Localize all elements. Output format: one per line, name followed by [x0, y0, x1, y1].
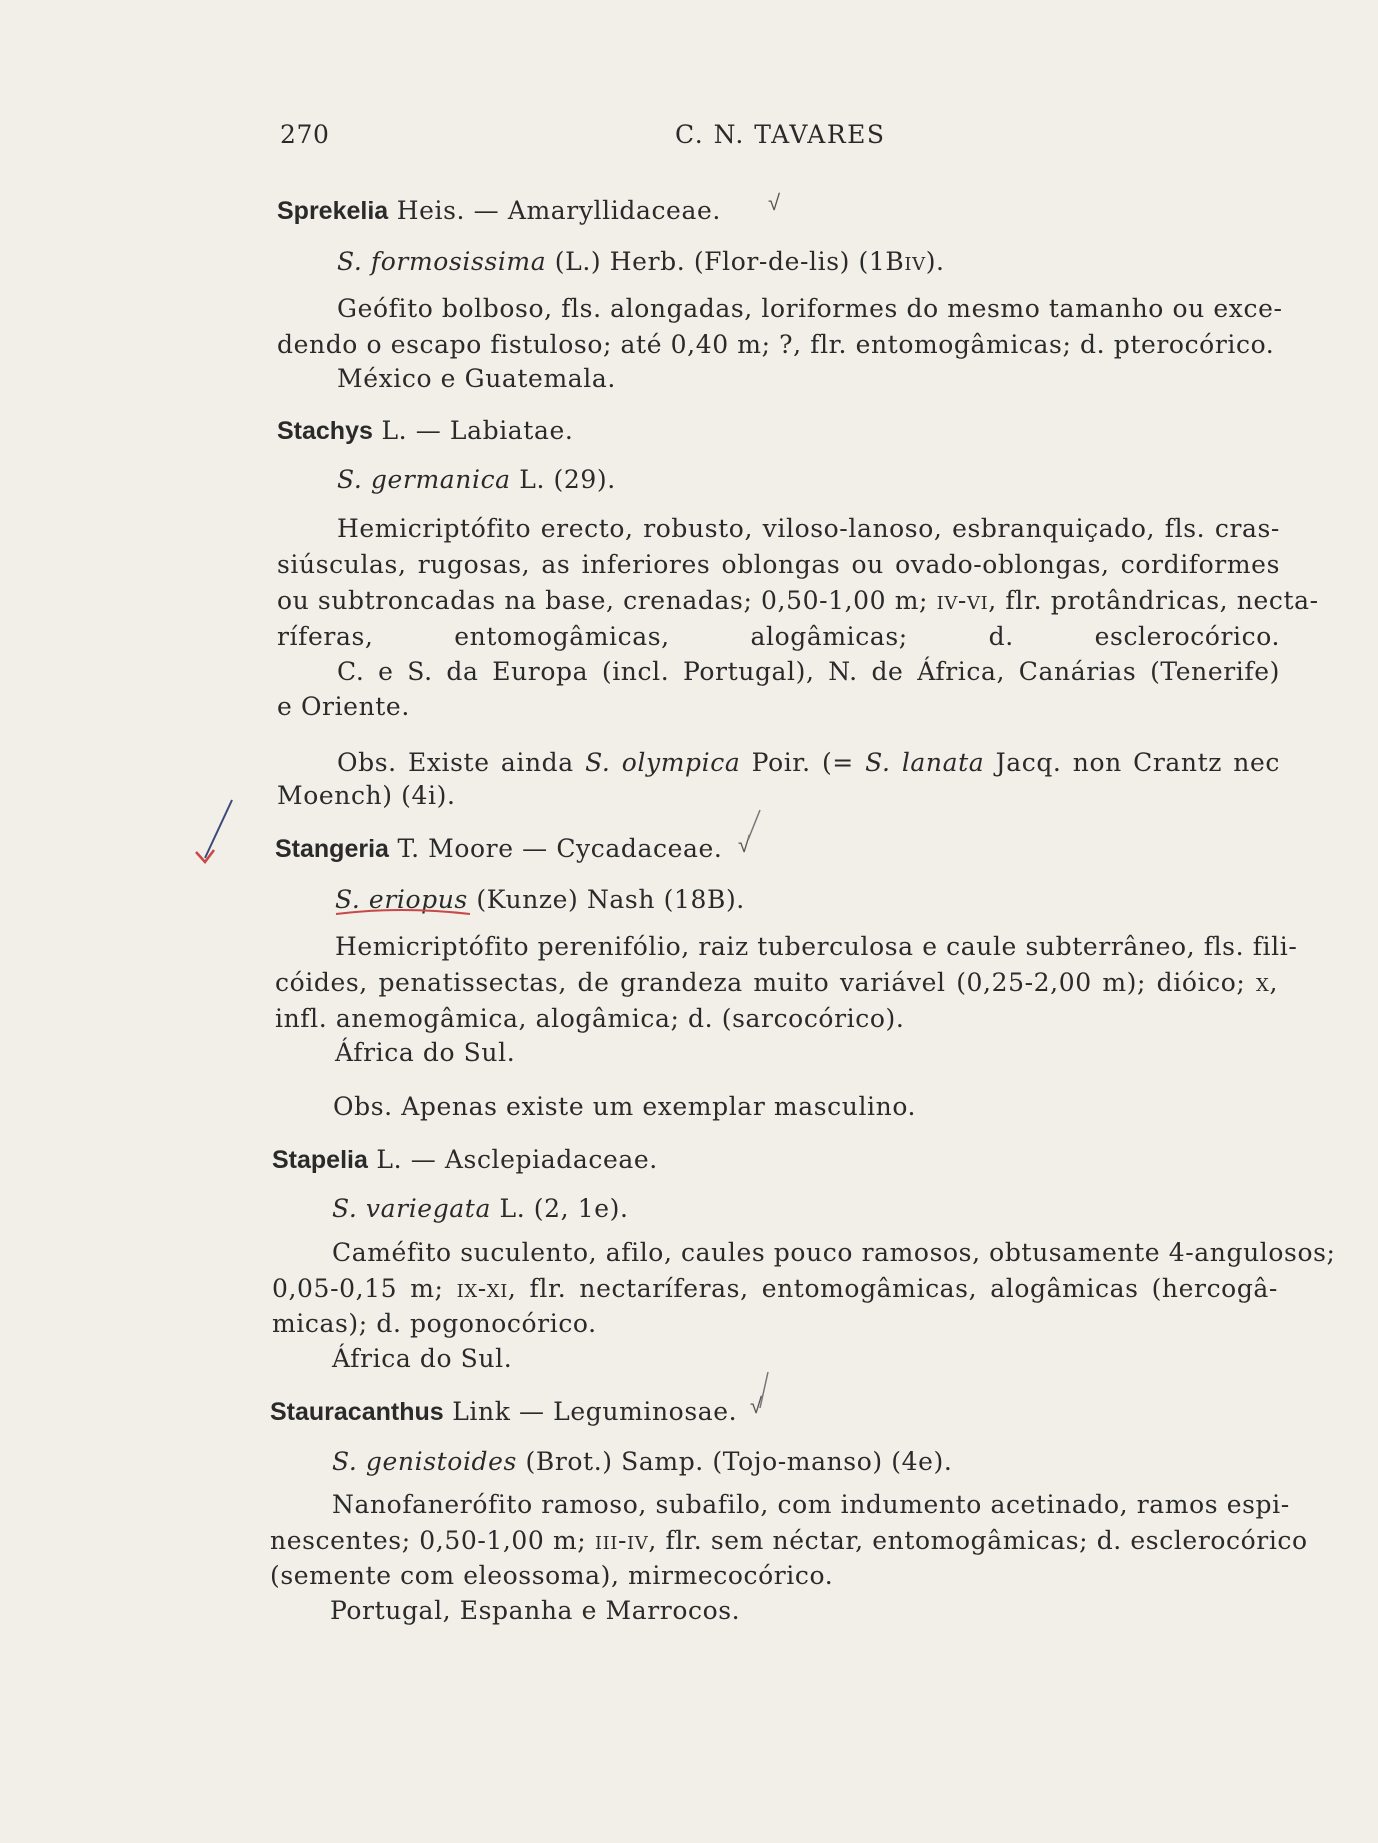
pen-stroke [205, 800, 232, 858]
description-line: siúsculas, rugosas, as inferiores oblongas ou ovado-oblongas, cordiformes [277, 550, 1280, 579]
check-mark-icon: √ [750, 1393, 763, 1418]
description-line: (semente com eleossoma), mirmecocórico. [270, 1561, 834, 1590]
description-line: Hemicriptófito perenifólio, raiz tuberculosa e caule subterrâneo, fls. fili- [335, 932, 1298, 961]
description-line: ou subtroncadas na base, crenadas; 0,50-1,00 m; iv-vi, flr. protândricas, necta- [277, 586, 1319, 615]
genus-heading: Stachys L. — Labiatae. [277, 416, 574, 445]
description-line: Geófito bolboso, fls. alongadas, loriformes do mesmo tamanho ou exce- [337, 294, 1283, 323]
description-line: Nanofanerófito ramoso, subafilo, com indumento acetinado, ramos espi- [332, 1490, 1290, 1519]
pen-stroke [760, 1372, 768, 1408]
observation: Moench) (4i). [277, 781, 456, 810]
description-line: ríferas, entomogâmicas, alogâmicas; d. esclerocórico. [277, 622, 1280, 651]
distribution: C. e S. da Europa (incl. Portugal), N. de África, Canárias (Tenerife) [337, 657, 1280, 686]
species-heading: S. variegata L. (2, 1e). [332, 1194, 629, 1223]
distribution: e Oriente. [277, 692, 410, 721]
distribution: México e Guatemala. [337, 364, 616, 393]
species-heading: S. formosissima (L.) Herb. (Flor-de-lis) (1Biv). [337, 247, 945, 276]
distribution: Portugal, Espanha e Marrocos. [330, 1596, 741, 1625]
observation: Obs. Existe ainda S. olympica Poir. (= S. lanata Jacq. non Crantz nec [337, 748, 1281, 777]
description-line: infl. anemogâmica, alogâmica; d. (sarcocórico). [275, 1004, 905, 1033]
check-mark-icon: √ [738, 832, 751, 857]
pen-stroke [748, 810, 760, 840]
species-heading: S. germanica L. (29). [337, 465, 616, 494]
genus-heading: Stangeria T. Moore — Cycadaceae. [275, 834, 723, 863]
species-heading: S. genistoides (Brot.) Samp. (Tojo-manso) (4e). [332, 1447, 953, 1476]
description-line: Hemicriptófito erecto, robusto, viloso-lanoso, esbranquiçado, fls. cras- [337, 514, 1280, 543]
description-line: micas); d. pogonocórico. [272, 1309, 597, 1338]
description-line: 0,05-0,15 m; ix-xi, flr. nectaríferas, entomogâmicas, alogâmicas (hercogâ- [272, 1274, 1278, 1303]
genus-heading: Stapelia L. — Asclepiadaceae. [272, 1145, 658, 1174]
check-mark-icon: √ [768, 190, 781, 215]
running-title: C. N. TAVARES [675, 120, 886, 149]
page-number: 270 [280, 120, 330, 149]
genus-heading: Stauracanthus Link — Leguminosae. [270, 1397, 738, 1426]
distribution: África do Sul. [335, 1038, 516, 1067]
description-line: cóides, penatissectas, de grandeza muito variável (0,25-2,00 m); dióico; x, [275, 968, 1278, 997]
genus-name: Sprekelia [277, 197, 389, 225]
description-line: nescentes; 0,50-1,00 m; iii-iv, flr. sem néctar, entomogâmicas; d. esclerocórico [270, 1526, 1308, 1555]
roman-months: iv-vi [936, 586, 989, 615]
description-line: dendo o escapo fistuloso; até 0,40 m; ?, flr. entomogâmicas; d. pterocórico. [277, 330, 1275, 359]
species-heading: S. eriopus (Kunze) Nash (18B). [335, 885, 745, 914]
description-line: Caméfito suculento, afilo, caules pouco ramosos, obtusamente 4-angulosos; [332, 1238, 1336, 1267]
distribution: África do Sul. [332, 1344, 513, 1373]
observation: Obs. Apenas existe um exemplar masculino. [333, 1092, 917, 1121]
red-underline [336, 910, 470, 914]
genus-heading: Sprekelia Heis. — Amaryllidaceae. [277, 196, 721, 225]
